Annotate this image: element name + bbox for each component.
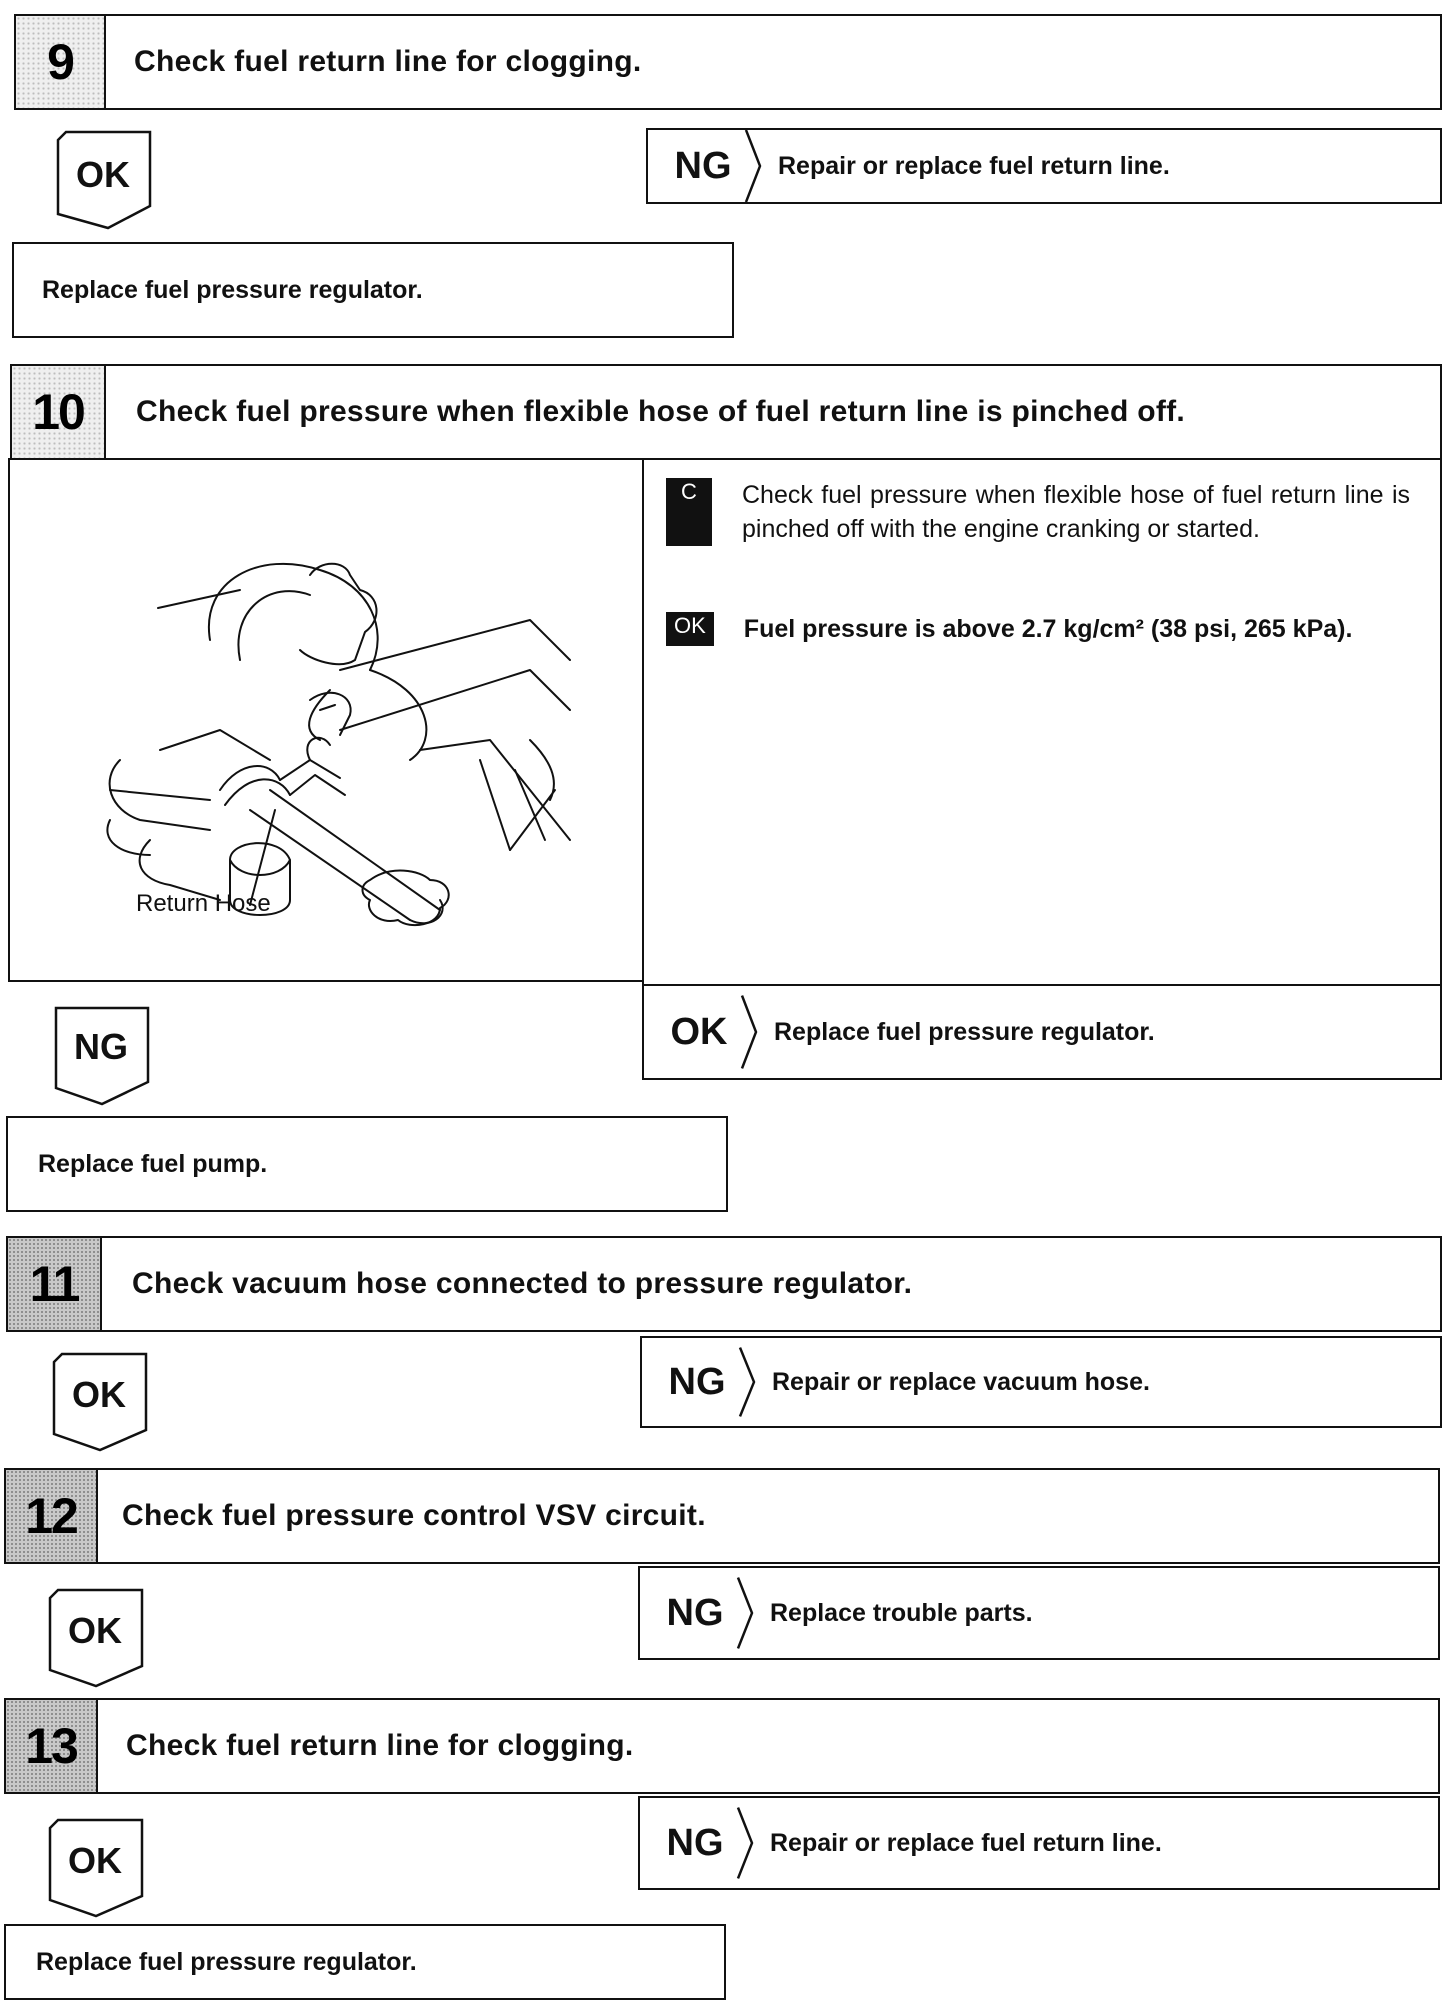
step-9-ok-badge: OK <box>76 154 130 195</box>
step-12-title: Check fuel pressure control VSV circuit. <box>122 1499 706 1532</box>
step-10-header <box>10 364 1442 460</box>
step-10-action-text: Replace fuel pump. <box>38 1149 268 1178</box>
step-13-ng-text: Repair or replace fuel return line. <box>770 1828 1162 1857</box>
chevron-right-icon <box>734 1338 764 1426</box>
step-12-ok-badge: OK <box>68 1610 122 1651</box>
step-12-number: 12 <box>6 1470 98 1562</box>
step-10-ng-badge: NG <box>74 1026 128 1067</box>
step-10-action-box <box>6 1116 728 1212</box>
step-9-ng-result <box>646 128 1442 204</box>
check-tag: C <box>666 478 712 546</box>
step-11-ng-text: Repair or replace vacuum hose. <box>772 1367 1150 1396</box>
step-9-title: Check fuel return line for clogging. <box>134 45 642 78</box>
step-10-ok-spec: Fuel pressure is above 2.7 kg/cm² (38 psi, 265 kPa). <box>743 615 1353 643</box>
step-13-header <box>4 1698 1440 1794</box>
step-11-number: 11 <box>8 1238 102 1330</box>
step-10-ok-result <box>642 984 1442 1080</box>
step-13-action-text: Replace fuel pressure regulator. <box>36 1947 417 1976</box>
step-12-ng-result <box>638 1566 1440 1660</box>
step-13-action-box <box>4 1924 726 2000</box>
step-11-ng-result <box>640 1336 1442 1428</box>
step-11-title: Check vacuum hose connected to pressure regulator. <box>132 1267 913 1300</box>
step-9-ng-code: NG <box>674 144 732 187</box>
step-13-number: 13 <box>6 1700 98 1792</box>
step-12-ng-text: Replace trouble parts. <box>770 1598 1033 1627</box>
step-13-ng-result <box>638 1796 1440 1890</box>
step-11-ng-code: NG <box>668 1360 726 1403</box>
return-hose-label: Return Hose <box>136 890 271 917</box>
step-10-title: Check fuel pressure when flexible hose of fuel return line is pinched off. <box>136 395 1186 428</box>
chevron-right-icon <box>736 986 766 1078</box>
step-10-ok-code: OK <box>670 1010 728 1053</box>
chevron-right-icon <box>732 1798 762 1888</box>
step-10-number: 10 <box>12 366 106 458</box>
step-13-ng-code: NG <box>666 1821 724 1864</box>
chevron-right-icon <box>732 1568 762 1658</box>
step-13-ok-badge: OK <box>68 1840 122 1881</box>
ok-tag: OK <box>666 612 714 646</box>
step-12-ng-code: NG <box>666 1591 724 1634</box>
step-13-title: Check fuel return line for clogging. <box>126 1729 634 1762</box>
step-10-illustration-panel <box>8 458 644 982</box>
chevron-right-icon <box>740 130 770 202</box>
step-12-header <box>4 1468 1440 1564</box>
step-9-number: 9 <box>16 16 106 108</box>
step-10-ok-text: Replace fuel pressure regulator. <box>774 1017 1155 1046</box>
step-11-ok-badge: OK <box>72 1374 126 1415</box>
step-9-action-text: Replace fuel pressure regulator. <box>42 275 423 304</box>
step-10-instruction-panel <box>642 458 1442 986</box>
step-9-action-box <box>12 242 734 338</box>
step-10-check-text: Check fuel pressure when flexible hose of fuel return line is pinched off with the engine cranking or started. <box>742 481 1410 543</box>
step-11-header <box>6 1236 1442 1332</box>
step-9-ng-text: Repair or replace fuel return line. <box>778 151 1170 180</box>
return-hose-illustration <box>10 460 646 984</box>
step-9-header <box>14 14 1442 110</box>
